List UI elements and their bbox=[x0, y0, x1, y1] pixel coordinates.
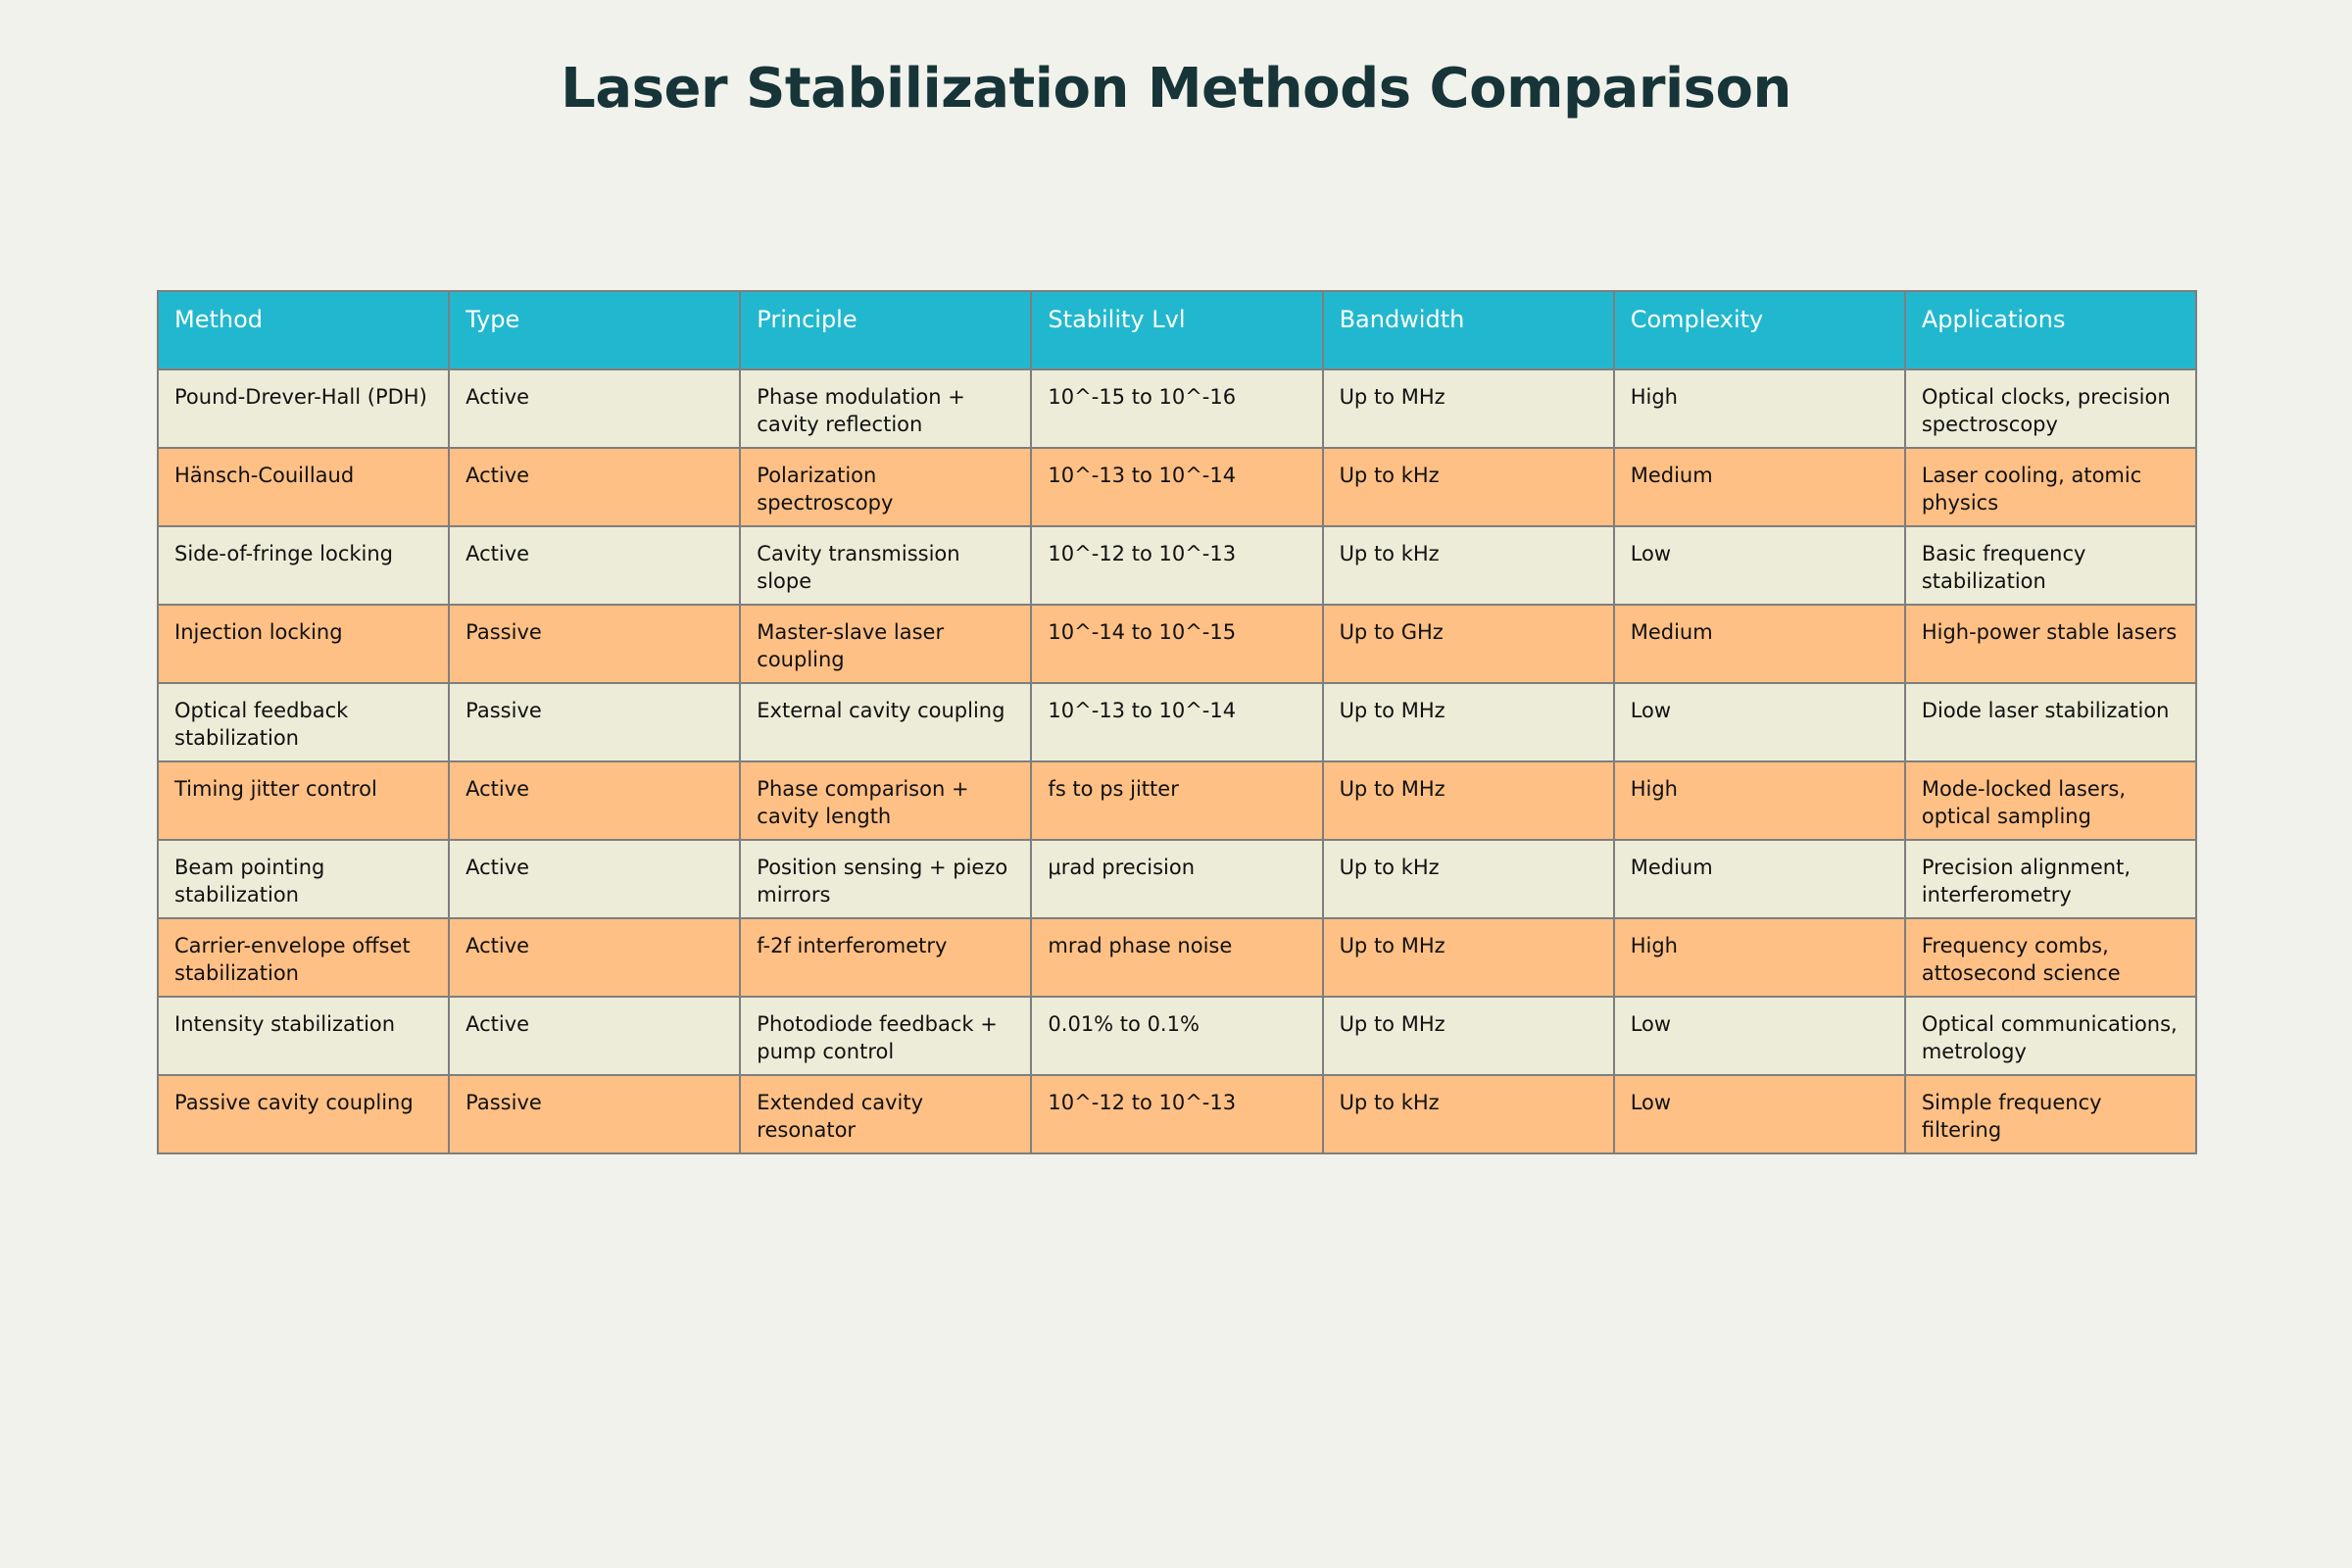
table-cell: fs to ps jitter bbox=[1031, 761, 1322, 840]
table-cell: Phase modulation + cavity reflection bbox=[740, 369, 1031, 448]
column-header: Method bbox=[158, 291, 449, 369]
comparison-table-container bbox=[157, 290, 2197, 1154]
table-cell: Mode-locked lasers, optical sampling bbox=[1905, 761, 2196, 840]
table-cell: μrad precision bbox=[1031, 840, 1322, 918]
table-cell: Passive bbox=[449, 1075, 740, 1153]
table-cell: Up to MHz bbox=[1323, 997, 1614, 1075]
table-cell: Active bbox=[449, 997, 740, 1075]
table-cell: Up to kHz bbox=[1323, 1075, 1614, 1153]
table-cell: Beam pointing stabilization bbox=[158, 840, 449, 918]
table-row bbox=[158, 840, 2196, 918]
column-header: Applications bbox=[1905, 291, 2196, 369]
table-cell: 10^-13 to 10^-14 bbox=[1031, 448, 1322, 526]
table-cell: Up to kHz bbox=[1323, 840, 1614, 918]
table-row bbox=[158, 369, 2196, 448]
table-cell: Up to MHz bbox=[1323, 918, 1614, 997]
table-cell: Low bbox=[1614, 683, 1905, 761]
table-cell: Laser cooling, atomic physics bbox=[1905, 448, 2196, 526]
table-cell: Hänsch-Couillaud bbox=[158, 448, 449, 526]
table-cell: Side-of-fringe locking bbox=[158, 526, 449, 605]
table-row bbox=[158, 761, 2196, 840]
table-cell: f-2f interferometry bbox=[740, 918, 1031, 997]
table-cell: 10^-14 to 10^-15 bbox=[1031, 605, 1322, 683]
table-cell: Injection locking bbox=[158, 605, 449, 683]
table-cell: Basic frequency stabilization bbox=[1905, 526, 2196, 605]
table-header bbox=[158, 291, 2196, 369]
table-cell: mrad phase noise bbox=[1031, 918, 1322, 997]
table-cell: Up to MHz bbox=[1323, 761, 1614, 840]
table-cell: Simple frequency filtering bbox=[1905, 1075, 2196, 1153]
table-cell: Active bbox=[449, 448, 740, 526]
table-row bbox=[158, 605, 2196, 683]
table-cell: Up to kHz bbox=[1323, 526, 1614, 605]
table-row bbox=[158, 918, 2196, 997]
column-header: Bandwidth bbox=[1323, 291, 1614, 369]
table-cell: Extended cavity resonator bbox=[740, 1075, 1031, 1153]
table-row bbox=[158, 1075, 2196, 1153]
table-cell: Medium bbox=[1614, 605, 1905, 683]
comparison-table bbox=[157, 290, 2197, 1154]
table-row bbox=[158, 683, 2196, 761]
column-header: Type bbox=[449, 291, 740, 369]
table-cell: 10^-12 to 10^-13 bbox=[1031, 1075, 1322, 1153]
table-cell: High-power stable lasers bbox=[1905, 605, 2196, 683]
table-cell: Photodiode feedback + pump control bbox=[740, 997, 1031, 1075]
table-cell: Up to kHz bbox=[1323, 448, 1614, 526]
table-row bbox=[158, 997, 2196, 1075]
column-header: Complexity bbox=[1614, 291, 1905, 369]
table-cell: Master-slave laser coupling bbox=[740, 605, 1031, 683]
table-row bbox=[158, 526, 2196, 605]
table-cell: Optical clocks, precision spectroscopy bbox=[1905, 369, 2196, 448]
table-cell: High bbox=[1614, 369, 1905, 448]
table-cell: Low bbox=[1614, 1075, 1905, 1153]
table-row bbox=[158, 448, 2196, 526]
table-cell: 10^-12 to 10^-13 bbox=[1031, 526, 1322, 605]
table-cell: Low bbox=[1614, 997, 1905, 1075]
table-cell: Intensity stabilization bbox=[158, 997, 449, 1075]
table-cell: Optical feedback stabilization bbox=[158, 683, 449, 761]
column-header: Principle bbox=[740, 291, 1031, 369]
table-cell: Active bbox=[449, 369, 740, 448]
table-cell: Optical communications, metrology bbox=[1905, 997, 2196, 1075]
table-cell: Passive bbox=[449, 605, 740, 683]
table-cell: 10^-13 to 10^-14 bbox=[1031, 683, 1322, 761]
table-cell: Low bbox=[1614, 526, 1905, 605]
table-cell: Phase comparison + cavity length bbox=[740, 761, 1031, 840]
page-title: Laser Stabilization Methods Comparison bbox=[561, 57, 1791, 121]
table-cell: Passive bbox=[449, 683, 740, 761]
table-cell: Active bbox=[449, 840, 740, 918]
table-cell: Up to GHz bbox=[1323, 605, 1614, 683]
table-cell: Cavity transmission slope bbox=[740, 526, 1031, 605]
table-cell: Position sensing + piezo mirrors bbox=[740, 840, 1031, 918]
table-cell: Carrier-envelope offset stabilization bbox=[158, 918, 449, 997]
table-cell: Frequency combs, attosecond science bbox=[1905, 918, 2196, 997]
table-cell: Active bbox=[449, 761, 740, 840]
table-cell: 10^-15 to 10^-16 bbox=[1031, 369, 1322, 448]
column-header: Stability Lvl bbox=[1031, 291, 1322, 369]
table-cell: External cavity coupling bbox=[740, 683, 1031, 761]
table-cell: Pound-Drever-Hall (PDH) bbox=[158, 369, 449, 448]
table-cell: 0.01% to 0.1% bbox=[1031, 997, 1322, 1075]
table-cell: High bbox=[1614, 761, 1905, 840]
table-cell: Medium bbox=[1614, 448, 1905, 526]
table-body bbox=[158, 369, 2196, 1153]
table-cell: Passive cavity coupling bbox=[158, 1075, 449, 1153]
table-cell: Active bbox=[449, 918, 740, 997]
table-cell: High bbox=[1614, 918, 1905, 997]
table-cell: Active bbox=[449, 526, 740, 605]
table-cell: Up to MHz bbox=[1323, 369, 1614, 448]
table-cell: Precision alignment, interferometry bbox=[1905, 840, 2196, 918]
header-row bbox=[158, 291, 2196, 369]
table-cell: Medium bbox=[1614, 840, 1905, 918]
table-cell: Polarization spectroscopy bbox=[740, 448, 1031, 526]
table-cell: Up to MHz bbox=[1323, 683, 1614, 761]
table-cell: Diode laser stabilization bbox=[1905, 683, 2196, 761]
table-cell: Timing jitter control bbox=[158, 761, 449, 840]
